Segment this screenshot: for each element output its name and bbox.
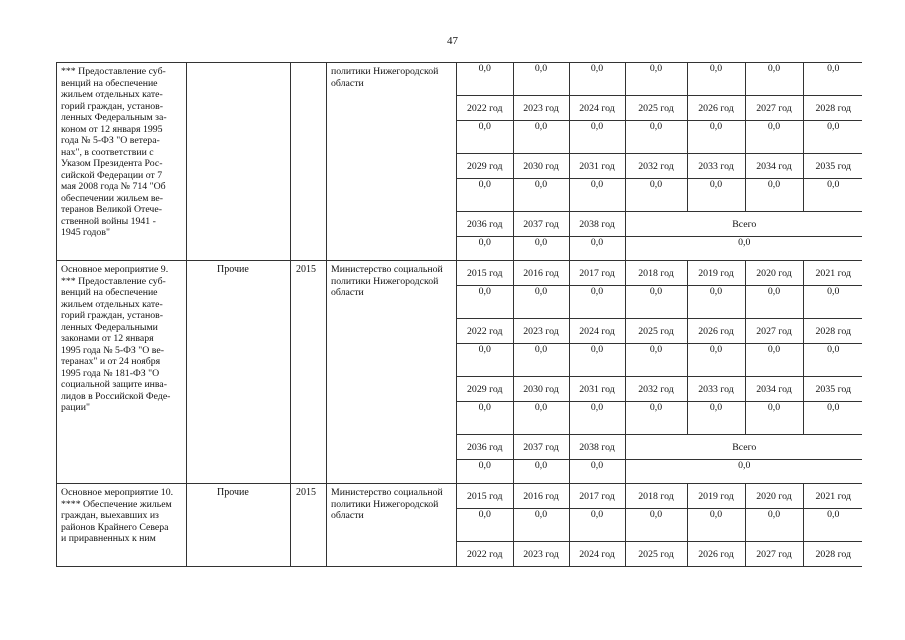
amount-row xyxy=(457,179,862,212)
year-cell: 2025 год xyxy=(625,96,687,121)
year-cell: 2021 год xyxy=(803,484,862,509)
year-cell: 2020 год xyxy=(745,261,803,286)
activity-description: *** Предоставление суб- венций на обеспечение жильем отдельных кате- горий граждан, установ- ленных Федеральным за- коном от 12 января 1995 года № 5-ФЗ "О ветера- нах", в соответствии с Указом Президента Рос- сийской Федерации от 7 мая 2008 года № 714 "Об обеспечении жильем ве- теранов Великой Отече- ственной войны 1941 - 1945 годов" xyxy=(61,66,167,238)
year-cell: 2016 год xyxy=(513,261,569,286)
amount-cell: 0,0 xyxy=(625,402,687,435)
year-cell: 2032 год xyxy=(625,154,687,179)
amount-cell: 0,0 xyxy=(745,179,803,212)
amount-cell: 0,0 xyxy=(625,179,687,212)
funding-source: Прочие xyxy=(217,264,249,275)
total-amount-cell: 0,0 xyxy=(625,237,862,261)
amount-cell: 0,0 xyxy=(569,179,625,212)
year-cell: 2022 год xyxy=(457,96,513,121)
amount-cell: 0,0 xyxy=(569,402,625,435)
amount-cell: 0,0 xyxy=(687,402,745,435)
year-cell: 2023 год xyxy=(513,542,569,567)
executor: Министерство социальной политики Нижегородской области xyxy=(331,264,443,298)
year-cell: 2027 год xyxy=(745,96,803,121)
activity-row xyxy=(57,261,863,484)
amount-cell: 0,0 xyxy=(625,509,687,542)
year-cell: 2026 год xyxy=(687,96,745,121)
year-cell: 2034 год xyxy=(745,154,803,179)
year-cell: 2024 год xyxy=(569,96,625,121)
financing-grid xyxy=(457,484,862,566)
total-header-cell: Всего xyxy=(625,435,862,460)
amount-cell: 0,0 xyxy=(625,344,687,377)
year-cell: 2015 год xyxy=(457,484,513,509)
amount-cell: 0,0 xyxy=(687,344,745,377)
amount-cell: 0,0 xyxy=(457,237,513,261)
year-cell: 2030 год xyxy=(513,377,569,402)
amount-cell: 0,0 xyxy=(513,63,569,96)
year-cell: 2031 год xyxy=(569,154,625,179)
year-cell: 2016 год xyxy=(513,484,569,509)
amount-cell: 0,0 xyxy=(513,460,569,484)
amount-cell: 0,0 xyxy=(569,63,625,96)
amount-cell: 0,0 xyxy=(569,121,625,154)
year-cell: 2029 год xyxy=(457,154,513,179)
year-cell: 2032 год xyxy=(625,377,687,402)
amount-row xyxy=(457,344,862,377)
amount-cell: 0,0 xyxy=(803,63,862,96)
year-cell: 2038 год xyxy=(569,212,625,237)
amount-cell: 0,0 xyxy=(745,402,803,435)
amount-cell: 0,0 xyxy=(569,286,625,319)
year-header-row xyxy=(457,261,862,286)
year-cell: 2026 год xyxy=(687,542,745,567)
amount-row xyxy=(457,121,862,154)
amount-row xyxy=(457,460,862,484)
year-cell: 2037 год xyxy=(513,435,569,460)
year-cell: 2017 год xyxy=(569,261,625,286)
amount-cell: 0,0 xyxy=(569,460,625,484)
amount-cell: 0,0 xyxy=(457,402,513,435)
year-header-row xyxy=(457,212,862,237)
amount-cell: 0,0 xyxy=(457,63,513,96)
year-cell: 2028 год xyxy=(803,542,862,567)
amount-cell: 0,0 xyxy=(569,509,625,542)
year-cell: 2029 год xyxy=(457,377,513,402)
year-cell: 2028 год xyxy=(803,319,862,344)
year-cell: 2023 год xyxy=(513,319,569,344)
year-cell: 2031 год xyxy=(569,377,625,402)
amount-cell: 0,0 xyxy=(803,179,862,212)
amount-cell: 0,0 xyxy=(625,286,687,319)
year-cell: 2028 год xyxy=(803,96,862,121)
amount-cell: 0,0 xyxy=(625,121,687,154)
amount-row xyxy=(457,63,862,96)
amount-row xyxy=(457,402,862,435)
year-header-row xyxy=(457,484,862,509)
year-cell: 2023 год xyxy=(513,96,569,121)
amount-cell: 0,0 xyxy=(569,344,625,377)
amount-cell: 0,0 xyxy=(569,237,625,261)
amount-cell: 0,0 xyxy=(745,344,803,377)
amount-cell: 0,0 xyxy=(803,509,862,542)
program-table-wrapper xyxy=(56,62,862,596)
year-cell: 2024 год xyxy=(569,542,625,567)
year-cell: 2020 год xyxy=(745,484,803,509)
year-cell: 2024 год xyxy=(569,319,625,344)
year-cell: 2027 год xyxy=(745,319,803,344)
program-table xyxy=(56,62,862,567)
amount-cell: 0,0 xyxy=(513,179,569,212)
year-cell: 2037 год xyxy=(513,212,569,237)
year-cell: 2036 год xyxy=(457,435,513,460)
financing-grid xyxy=(457,261,862,483)
executor: политики Нижегородской области xyxy=(331,66,439,89)
year-cell: 2033 год xyxy=(687,154,745,179)
activity-row xyxy=(57,484,863,567)
year-cell: 2035 год xyxy=(803,377,862,402)
amount-cell: 0,0 xyxy=(457,286,513,319)
funding-source: Прочие xyxy=(217,487,249,498)
year-cell: 2021 год xyxy=(803,261,862,286)
activity-row xyxy=(57,63,863,261)
year-cell: 2019 год xyxy=(687,484,745,509)
amount-cell: 0,0 xyxy=(745,509,803,542)
executor: Министерство социальной политики Нижегородской области xyxy=(331,487,443,521)
year-cell: 2026 год xyxy=(687,319,745,344)
year-cell: 2033 год xyxy=(687,377,745,402)
amount-row xyxy=(457,509,862,542)
year-cell: 2025 год xyxy=(625,542,687,567)
amount-cell: 0,0 xyxy=(625,63,687,96)
year-cell: 2018 год xyxy=(625,261,687,286)
year-cell: 2022 год xyxy=(457,319,513,344)
amount-cell: 0,0 xyxy=(745,121,803,154)
amount-cell: 0,0 xyxy=(457,509,513,542)
year-cell: 2034 год xyxy=(745,377,803,402)
activity-description: Основное мероприятие 10. **** Обеспечение жильем граждан, выехавших из районов Крайнего Севера и приравненных к ним xyxy=(61,487,174,544)
amount-cell: 0,0 xyxy=(513,509,569,542)
year-cell: 2036 год xyxy=(457,212,513,237)
amount-cell: 0,0 xyxy=(745,286,803,319)
amount-cell: 0,0 xyxy=(803,344,862,377)
amount-cell: 0,0 xyxy=(687,63,745,96)
year-cell: 2017 год xyxy=(569,484,625,509)
amount-cell: 0,0 xyxy=(457,179,513,212)
amount-cell: 0,0 xyxy=(803,121,862,154)
year-cell: 2015 год xyxy=(457,261,513,286)
year-header-row xyxy=(457,377,862,402)
year-header-row xyxy=(457,435,862,460)
amount-cell: 0,0 xyxy=(457,344,513,377)
amount-row xyxy=(457,237,862,261)
amount-cell: 0,0 xyxy=(745,63,803,96)
amount-cell: 0,0 xyxy=(457,121,513,154)
total-amount-cell: 0,0 xyxy=(625,460,862,484)
amount-cell: 0,0 xyxy=(513,344,569,377)
year-cell: 2019 год xyxy=(687,261,745,286)
year-header-row xyxy=(457,96,862,121)
activity-description: Основное мероприятие 9. *** Предоставление суб- венций на обеспечение жильем отдельных кате- горий граждан, установ- ленных Федеральными законами от 12 января 1995 года № 5-ФЗ "О ве- теранах" и от 24 ноября 1995 года № 181-ФЗ "О социальной защите инва- лидов в Российской Феде- рации" xyxy=(61,264,171,413)
year-cell: 2022 год xyxy=(457,542,513,567)
year-cell: 2018 год xyxy=(625,484,687,509)
financing-grid xyxy=(457,63,862,260)
year-cell: 2030 год xyxy=(513,154,569,179)
page-number: 47 xyxy=(447,35,458,47)
year-cell: 2025 год xyxy=(625,319,687,344)
amount-cell: 0,0 xyxy=(803,402,862,435)
amount-cell: 0,0 xyxy=(457,460,513,484)
amount-cell: 0,0 xyxy=(687,286,745,319)
year-cell: 2027 год xyxy=(745,542,803,567)
start-year: 2015 xyxy=(296,487,316,498)
amount-cell: 0,0 xyxy=(513,402,569,435)
amount-row xyxy=(457,286,862,319)
year-header-row xyxy=(457,154,862,179)
year-cell: 2035 год xyxy=(803,154,862,179)
amount-cell: 0,0 xyxy=(687,121,745,154)
amount-cell: 0,0 xyxy=(687,179,745,212)
year-cell: 2038 год xyxy=(569,435,625,460)
amount-cell: 0,0 xyxy=(687,509,745,542)
amount-cell: 0,0 xyxy=(513,286,569,319)
total-header-cell: Всего xyxy=(625,212,862,237)
start-year: 2015 xyxy=(296,264,316,275)
year-header-row xyxy=(457,319,862,344)
amount-cell: 0,0 xyxy=(803,286,862,319)
amount-cell: 0,0 xyxy=(513,237,569,261)
year-header-row xyxy=(457,542,862,567)
amount-cell: 0,0 xyxy=(513,121,569,154)
